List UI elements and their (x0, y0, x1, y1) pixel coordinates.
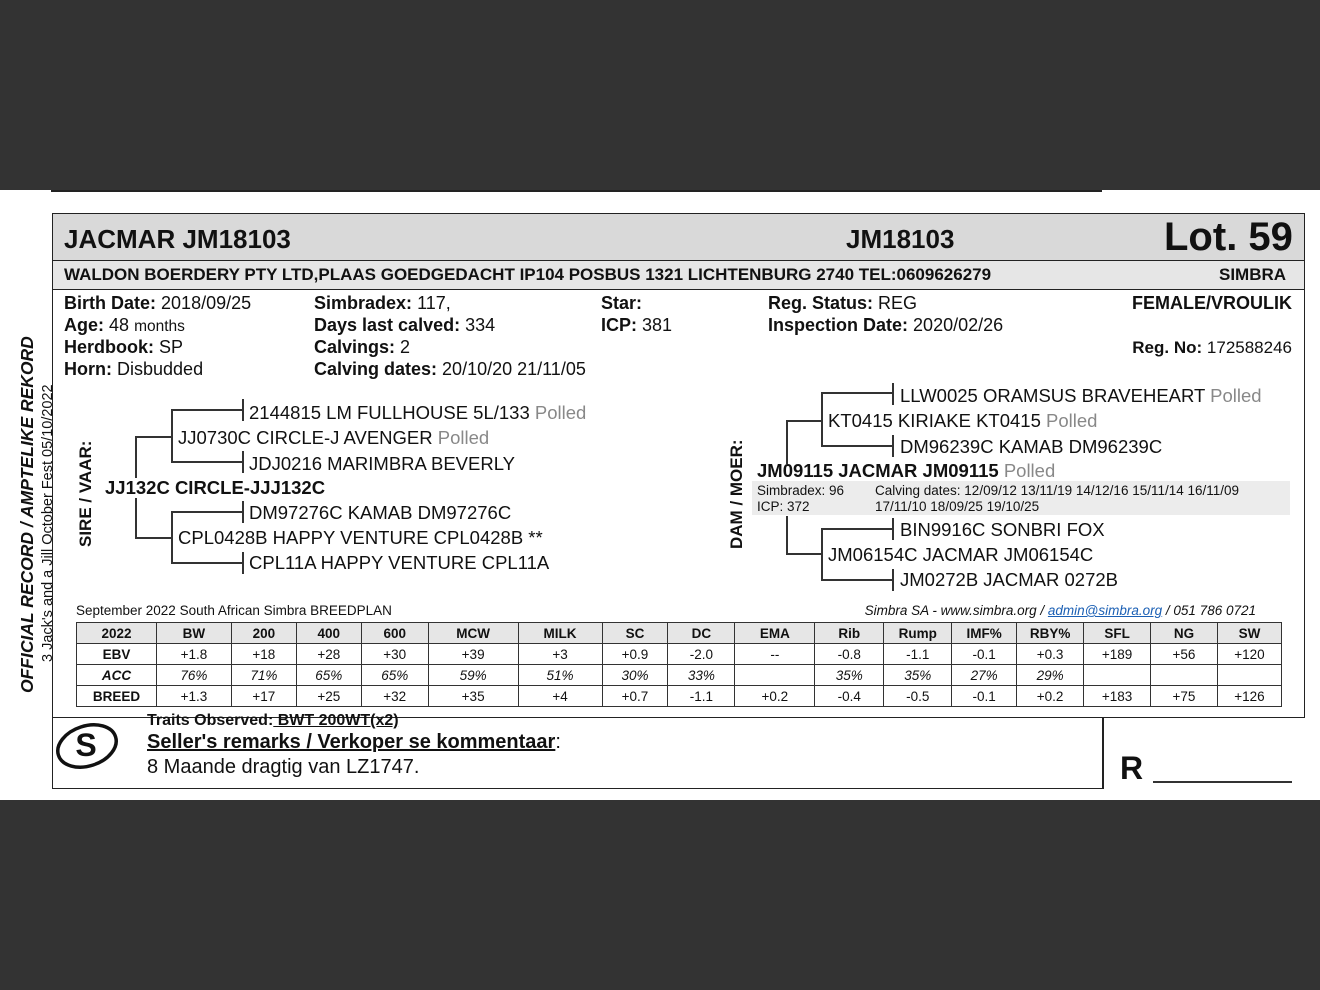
sire: JJ132C CIRCLE-JJJ132C (105, 477, 326, 498)
breedplan-header-cell: 600 (361, 623, 428, 644)
sire-to-sd (135, 537, 172, 539)
top-divider (51, 190, 1102, 192)
breedplan-cell: -1.1 (668, 686, 735, 707)
breedplan-header-row (77, 623, 1282, 644)
age: Age: 48 months (64, 315, 185, 335)
breedplan-row-label: ACC (77, 665, 157, 686)
breedplan-cell: +3 (518, 644, 602, 665)
breedplan-header-cell: 2022 (77, 623, 157, 644)
ds-to-dsd (821, 445, 893, 447)
dam-dam-sire: BIN9916C SONBRI FOX (900, 519, 1105, 540)
breedplan-cell: +0.9 (602, 644, 668, 665)
breedplan-cell: +183 (1084, 686, 1151, 707)
breedplan-row-breed (77, 686, 1282, 707)
dam-sire-sire: LLW0025 ORAMSUS BRAVEHEART Polled (900, 385, 1262, 406)
breedplan-cell (1151, 665, 1218, 686)
breedplan-header-cell: EMA (735, 623, 815, 644)
breedplan-row-label: EBV (77, 644, 157, 665)
breedplan-cell: 65% (296, 665, 361, 686)
sss-tick (242, 399, 244, 421)
breedplan-table (76, 622, 1282, 707)
remarks-heading: Seller's remarks / Verkoper se kommentaar: (147, 731, 561, 753)
breedplan-cell: 76% (156, 665, 231, 686)
breedplan-cell: -0.4 (815, 686, 884, 707)
icp: ICP: 381 (601, 315, 673, 335)
breedplan-cell: +0.2 (735, 686, 815, 707)
herdbook: Herdbook: SP (64, 337, 184, 357)
breedplan-cell: 35% (884, 665, 952, 686)
dam-dam-dam: JM0272B JACMAR 0272B (900, 569, 1118, 590)
remarks-text: 8 Maande dragtig van LZ1747. (147, 756, 420, 778)
ddd-tick (892, 569, 894, 591)
breedplan-cell: -0.1 (952, 686, 1017, 707)
breedplan-cell: 27% (952, 665, 1017, 686)
dds-tick (892, 518, 894, 540)
dam-sire-dam: DM96239C KAMAB DM96239C (900, 436, 1163, 457)
breedplan-cell: 30% (602, 665, 668, 686)
sds-tick (242, 501, 244, 523)
breedplan-cell: -2.0 (668, 644, 735, 665)
breedplan-row-acc (77, 665, 1282, 686)
dam: JM09115 JACMAR JM09115 Polled (757, 460, 1056, 481)
dam-icp: ICP: 372 (757, 499, 810, 514)
birth-date: Birth Date: 2018/09/25 (64, 293, 252, 313)
breedplan-cell: +1.3 (156, 686, 231, 707)
breedplan-header-cell: SFL (1084, 623, 1151, 644)
days-last-calved: Days last calved: 334 (314, 315, 496, 335)
dam-sire: KT0415 KIRIAKE KT0415 Polled (828, 410, 1098, 431)
dd-to-dds (821, 528, 893, 530)
price-box-divider (1102, 718, 1104, 789)
sex: FEMALE/VROULIK (1132, 293, 1292, 313)
breedplan-header-cell: RBY% (1017, 623, 1084, 644)
breedplan-header-cell: Rump (884, 623, 952, 644)
breedplan-cell: +120 (1217, 644, 1281, 665)
breedplan-cell: 35% (815, 665, 884, 686)
breedplan-title: September 2022 South African Simbra BREEDPLAN (76, 603, 392, 618)
breedplan-cell: -- (735, 644, 815, 665)
sire-sire: JJ0730C CIRCLE-J AVENGER Polled (178, 427, 490, 448)
breedplan-cell: +0.3 (1017, 644, 1084, 665)
sire-dam: CPL0428B HAPPY VENTURE CPL0428B ** (178, 527, 543, 548)
sire-label: SIRE / VAAR: (76, 440, 95, 547)
breedplan-cell: +56 (1151, 644, 1218, 665)
breedplan-header-cell: NG (1151, 623, 1218, 644)
breedplan-cell: -0.5 (884, 686, 952, 707)
dam-bracket-top (786, 420, 788, 464)
traits-observed: Traits Observed: BWT 200WT(x2) (147, 712, 399, 729)
simbradex: Simbradex: 117, (314, 293, 451, 313)
ds-to-dss (821, 392, 893, 394)
breedplan-cell: -1.1 (884, 644, 952, 665)
breedplan-cell: +75 (1151, 686, 1218, 707)
breedplan-cell: +32 (361, 686, 428, 707)
breedplan-cell: +0.7 (602, 686, 668, 707)
star: Star: (601, 293, 643, 313)
breedplan-header-cell: SC (602, 623, 668, 644)
dsd-tick (892, 435, 894, 457)
sd-bracket (171, 511, 173, 563)
breedplan-cell: +25 (296, 686, 361, 707)
simbra-logo-icon (52, 718, 120, 774)
price-blank-line[interactable] (1153, 781, 1292, 783)
breedplan-header-cell: MILK (518, 623, 602, 644)
breedplan-cell: 59% (428, 665, 518, 686)
breedplan-header-cell: DC (668, 623, 735, 644)
sire-sire-dam: JDJ0216 MARIMBRA BEVERLY (249, 453, 515, 474)
sire-sire-sire: 2144815 LM FULLHOUSE 5L/133 Polled (249, 402, 587, 423)
sire-bracket-bottom (135, 498, 137, 538)
breedplan-header-cell: Rib (815, 623, 884, 644)
inspection-date: Inspection Date: 2020/02/26 (768, 315, 1004, 335)
sire-bracket-top (135, 436, 137, 478)
ss-to-sss (171, 409, 243, 411)
breed-name: SIMBRA (1219, 265, 1287, 284)
animal-name: JACMAR JM18103 (64, 224, 291, 254)
breedplan-row-label: BREED (77, 686, 157, 707)
breedplan-cell (1217, 665, 1281, 686)
sire-dam-dam: CPL11A HAPPY VENTURE CPL11A (249, 552, 550, 573)
email-link[interactable]: admin@simbra.org (1047, 603, 1163, 618)
breedplan-header-cell: 200 (231, 623, 296, 644)
breedplan-cell: +17 (231, 686, 296, 707)
dam-calving-dates: Calving dates: 12/09/12 13/11/19 14/12/16 15/11/14 16/11/09 (875, 483, 1240, 498)
breedplan-cell: -0.1 (952, 644, 1017, 665)
breedplan-cell: 65% (361, 665, 428, 686)
breedplan-header-cell: MCW (428, 623, 518, 644)
breedplan-cell (1084, 665, 1151, 686)
breedplan-header-cell: SW (1217, 623, 1281, 644)
sd-to-sds (171, 511, 243, 513)
breedplan-cell: +39 (428, 644, 518, 665)
breedplan-cell: 33% (668, 665, 735, 686)
sdd-tick (242, 552, 244, 574)
dam-simbradex: Simbradex: 96 (757, 483, 845, 498)
breedplan-cell: +30 (361, 644, 428, 665)
breedplan-contact: Simbra SA - www.simbra.org / admin@simbra.org / 051 786 0721 (864, 603, 1256, 618)
dam-to-ds (786, 420, 822, 422)
breedplan-cell: -0.8 (815, 644, 884, 665)
official-record-label: OFFICIAL RECORD / AMPTELIKE REKORD (17, 336, 37, 693)
breedplan-cell: 51% (518, 665, 602, 686)
breedplan-cell: 71% (231, 665, 296, 686)
dam-bracket-bottom (786, 516, 788, 554)
breedplan-cell: +18 (231, 644, 296, 665)
sire-dam-sire: DM97276C KAMAB DM97276C (249, 502, 512, 523)
dam-dam: JM06154C JACMAR JM06154C (828, 544, 1094, 565)
owner-address: WALDON BOERDERY PTY LTD,PLAAS GOEDGEDACHT IP104 POSBUS 1321 LICHTENBURG 2740 TEL:0609626279 (64, 265, 992, 284)
breedplan-cell (735, 665, 815, 686)
breedplan-cell: +1.8 (156, 644, 231, 665)
dd-bracket (821, 528, 823, 580)
sd-to-sdd (171, 562, 243, 564)
breedplan-row-ebv (77, 644, 1282, 665)
lot-number: Lot. 59 (1164, 215, 1293, 259)
sale-name: 3 Jack's and a Jill October Fest 05/10/2022 (40, 384, 56, 662)
breedplan-cell: 29% (1017, 665, 1084, 686)
calving-dates: Calving dates: 20/10/20 21/11/05 (314, 359, 586, 379)
breedplan-header-cell: IMF% (952, 623, 1017, 644)
sire-to-ss (135, 436, 172, 438)
breedplan-cell: +35 (428, 686, 518, 707)
dam-label: DAM / MOER: (727, 439, 746, 549)
horn: Horn: Disbudded (64, 359, 204, 379)
breedplan-cell: +189 (1084, 644, 1151, 665)
breedplan-cell: +0.2 (1017, 686, 1084, 707)
dam-calving-dates-2: 17/11/10 18/09/25 19/10/25 (875, 499, 1040, 514)
breedplan-cell: +126 (1217, 686, 1281, 707)
ss-to-ssd (171, 461, 243, 463)
ssd-tick (242, 451, 244, 473)
reg-number: Reg. No: 172588246 (1132, 338, 1292, 357)
breedplan-cell: +28 (296, 644, 361, 665)
dd-to-ddd (821, 579, 893, 581)
animal-id: JM18103 (846, 224, 955, 254)
ss-bracket (171, 409, 173, 462)
breedplan-header-cell: BW (156, 623, 231, 644)
dam-to-dd (786, 553, 822, 555)
breedplan-cell: +4 (518, 686, 602, 707)
reg-status: Reg. Status: REG (768, 293, 918, 313)
dss-tick (892, 383, 894, 405)
price-label: R (1120, 750, 1144, 786)
breedplan-header-cell: 400 (296, 623, 361, 644)
calvings: Calvings: 2 (314, 337, 411, 357)
svg-text:S: S (75, 727, 97, 763)
ds-bracket (821, 392, 823, 446)
